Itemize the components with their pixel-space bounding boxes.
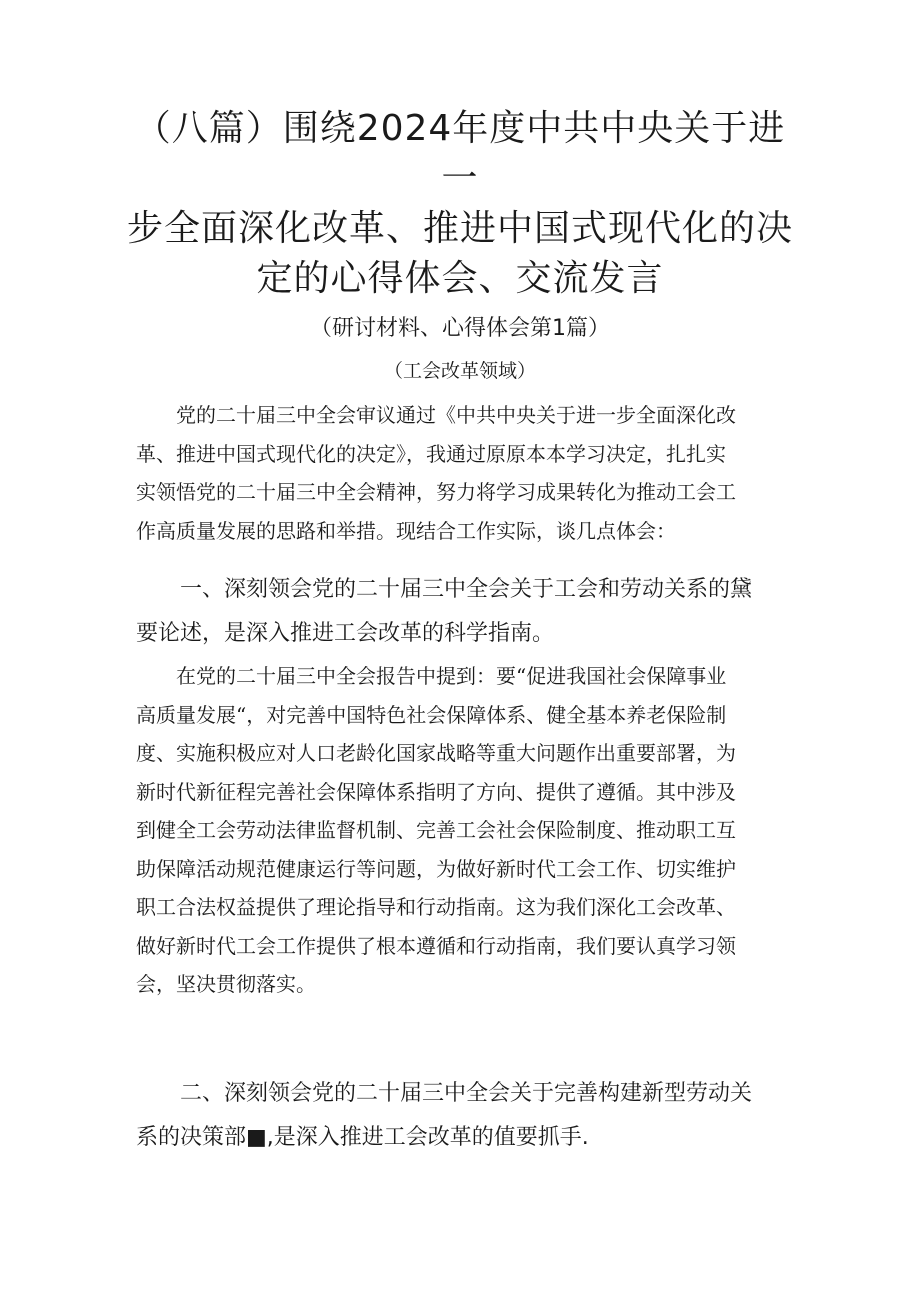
title-line: （八篇）围绕2024年度中共中央关于进一: [134, 108, 786, 199]
document-subtitle: （研讨材料、心得体会第1篇）: [310, 316, 610, 341]
document-title: [120, 104, 800, 304]
heading-line: 要论述，是深入推进工会改革的科学指南。: [136, 621, 555, 646]
section-2-heading: [136, 1072, 786, 1160]
paragraph-line: 作高质量发展的思路和举措。现结合工作实际，谈几点体会：: [136, 518, 676, 543]
title-line: 步全面深化改革、推进中国式现代化的决: [126, 208, 793, 249]
heading-line: 一、深刻领会党的二十届三中全会关于工会和劳动关系的黛: [180, 577, 753, 602]
paragraph-line: 度、实施积极应对人口老龄化国家战略等重大问题作出重要部署，为: [136, 741, 736, 765]
paragraph-line: 职工合法权益提供了理论指导和行动指南。这为我们深化工会改革、: [136, 895, 736, 919]
heading-line: 系的决策部■,是深入推进工会改革的值要抓手.: [136, 1125, 589, 1150]
section-1-heading: [136, 568, 786, 656]
document-subsubtitle: （工会改革领域）: [383, 360, 536, 382]
paragraph-line: 新时代新征程完善社会保障体系指明了方向、提供了遵循。其中涉及: [136, 779, 736, 804]
paragraph-line: 助保障活动规范健康运行等问题，为做好新时代工会工作、切实维护: [136, 856, 736, 881]
paragraph-line: 会，坚决贯彻落实。: [136, 972, 316, 996]
intro-paragraph: [136, 396, 786, 550]
paragraph-line: 高质量发展“，对完善中国特色社会保障体系、健全基本养老保险制: [136, 702, 727, 727]
paragraph-line: 到健全工会劳动法律监督机制、完善工会社会保险制度、推动职工互: [136, 818, 736, 842]
paragraph-line: 做好新时代工会工作提供了根本遵循和行动指南，我们要认真学习领: [136, 933, 736, 958]
section-1-body: [136, 657, 786, 1004]
paragraph-line: 党的二十届三中全会审议通过《中共中央关于进一步全面深化改: [176, 403, 736, 427]
heading-line: 二、深刻领会党的二十届三中全会关于完善构建新型劳动关: [180, 1081, 753, 1106]
paragraph-line: 革、推进中国式现代化的决定》，我通过原原本本学习决定，扎扎实: [136, 441, 726, 466]
title-line: 定的心得体会、交流发言: [256, 258, 664, 299]
paragraph-line: 实领悟党的二十届三中全会精神，努力将学习成果转化为推动工会工: [136, 480, 736, 504]
paragraph-line: 在党的二十届三中全会报告中提到：要“促进我国社会保障事业: [176, 664, 727, 688]
